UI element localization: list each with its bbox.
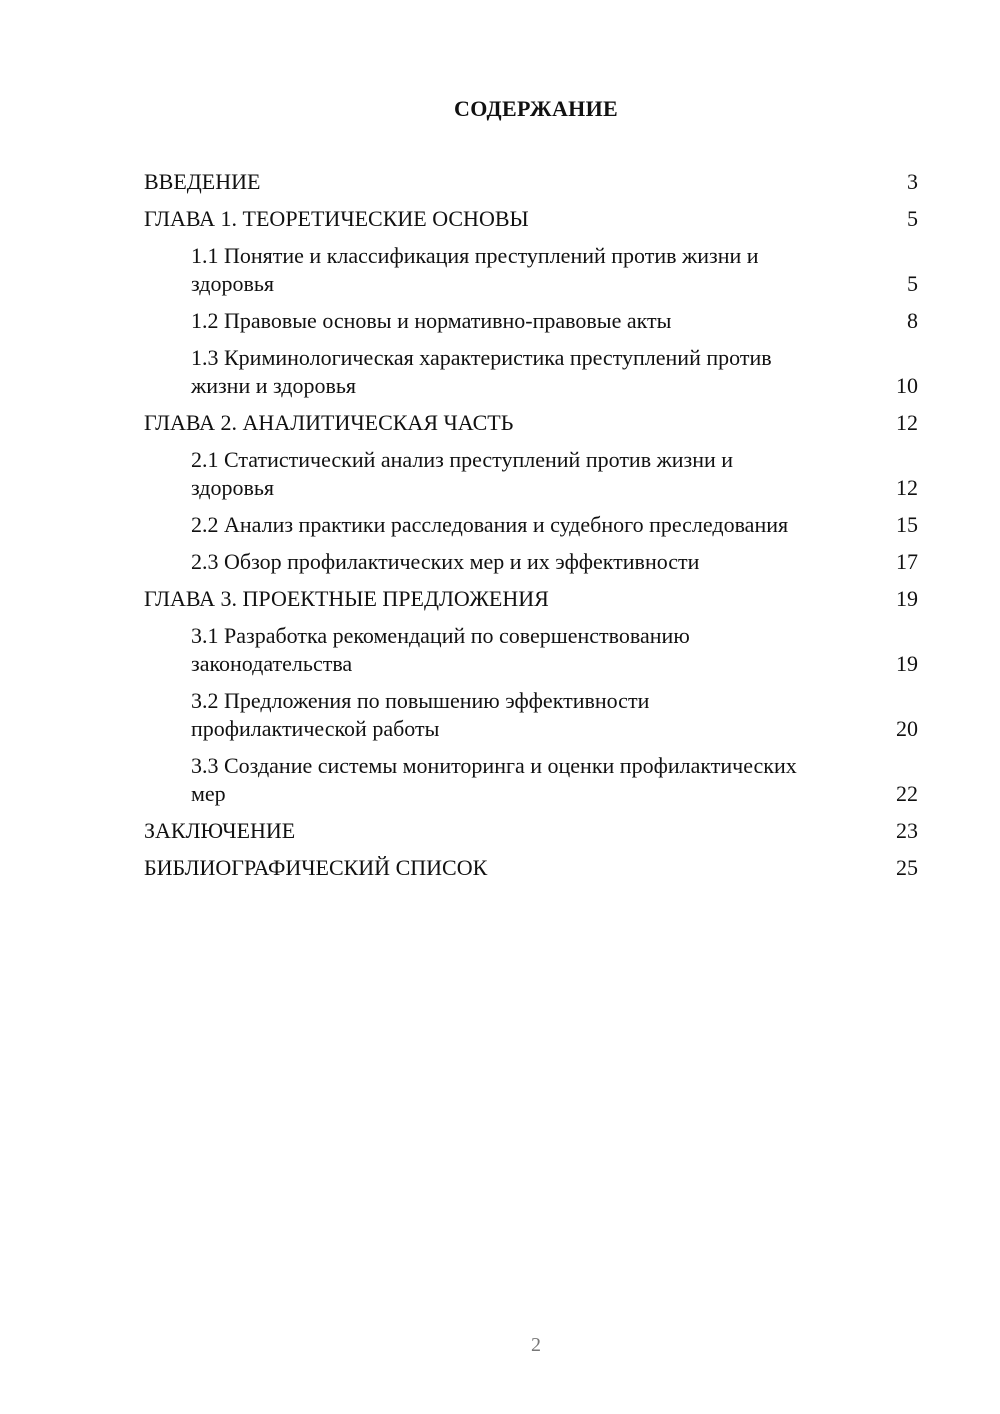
toc-entry-text: 3.2 Предложения по повышению эффективности профилактической работы	[191, 688, 650, 741]
toc-entry-page: 10	[896, 373, 918, 398]
toc-entry-text: ГЛАВА 1. ТЕОРЕТИЧЕСКИЕ ОСНОВЫ	[144, 206, 529, 231]
toc-entry-text: 1.1 Понятие и классификация преступлений против жизни и здоровья	[191, 243, 759, 296]
page-number: 2	[531, 1334, 541, 1356]
toc-entry-page: 12	[896, 475, 918, 500]
toc-entry-page: 5	[907, 271, 918, 296]
toc-entry-section-2-2	[144, 511, 918, 539]
toc-entry-introduction	[144, 168, 918, 196]
toc-entry-page: 19	[896, 586, 918, 611]
toc-entry-text: 2.2 Анализ практики расследования и судебного преследования	[191, 512, 789, 537]
toc-entry-page: 20	[896, 716, 918, 741]
toc-entry-text: 2.1 Статистический анализ преступлений против жизни и здоровья	[191, 447, 734, 500]
toc-entry-section-1-1	[144, 242, 918, 298]
toc-entry-page: 5	[907, 206, 918, 231]
toc-entry-text: 1.2 Правовые основы и нормативно-правовые акты	[191, 308, 672, 333]
toc-entry-text: ГЛАВА 2. АНАЛИТИЧЕСКАЯ ЧАСТЬ	[144, 410, 514, 435]
toc-entry-page: 15	[896, 512, 918, 537]
toc-entry-conclusion	[144, 817, 918, 845]
toc-entry-text: ЗАКЛЮЧЕНИЕ	[144, 818, 296, 843]
page-title: СОДЕРЖАНИЕ	[454, 96, 618, 121]
toc-entry-text: 1.3 Криминологическая характеристика преступлений против жизни и здоровья	[191, 345, 772, 398]
toc-entry-section-3-3	[144, 752, 918, 808]
toc-entry-page: 17	[896, 549, 918, 574]
toc-entry-section-3-2	[144, 687, 918, 743]
toc-entry-bibliography	[144, 854, 918, 882]
toc-entry-text: БИБЛИОГРАФИЧЕСКИЙ СПИСОК	[144, 855, 488, 880]
toc-entry-text: 3.1 Разработка рекомендаций по совершенствованию законодательства	[191, 623, 690, 676]
table-of-contents	[144, 168, 918, 891]
toc-entry-page: 25	[896, 855, 918, 880]
toc-entry-section-2-1	[144, 446, 918, 502]
toc-entry-chapter-1	[144, 205, 918, 233]
toc-entry-page: 12	[896, 410, 918, 435]
toc-entry-page: 23	[896, 818, 918, 843]
toc-entry-section-2-3	[144, 548, 918, 576]
toc-entry-text: ГЛАВА 3. ПРОЕКТНЫЕ ПРЕДЛОЖЕНИЯ	[144, 586, 549, 611]
toc-entry-page: 19	[896, 651, 918, 676]
toc-entry-text: 2.3 Обзор профилактических мер и их эффективности	[191, 549, 700, 574]
toc-entry-text: 3.3 Создание системы мониторинга и оценки профилактических мер	[191, 753, 797, 806]
toc-entry-page: 8	[907, 308, 918, 333]
toc-entry-text: ВВЕДЕНИЕ	[144, 169, 261, 194]
toc-entry-section-1-2	[144, 307, 918, 335]
toc-entry-section-3-1	[144, 622, 918, 678]
toc-entry-chapter-2	[144, 409, 918, 437]
toc-entry-section-1-3	[144, 344, 918, 400]
toc-entry-page: 3	[907, 169, 918, 194]
toc-entry-chapter-3	[144, 585, 918, 613]
toc-entry-page: 22	[896, 781, 918, 806]
